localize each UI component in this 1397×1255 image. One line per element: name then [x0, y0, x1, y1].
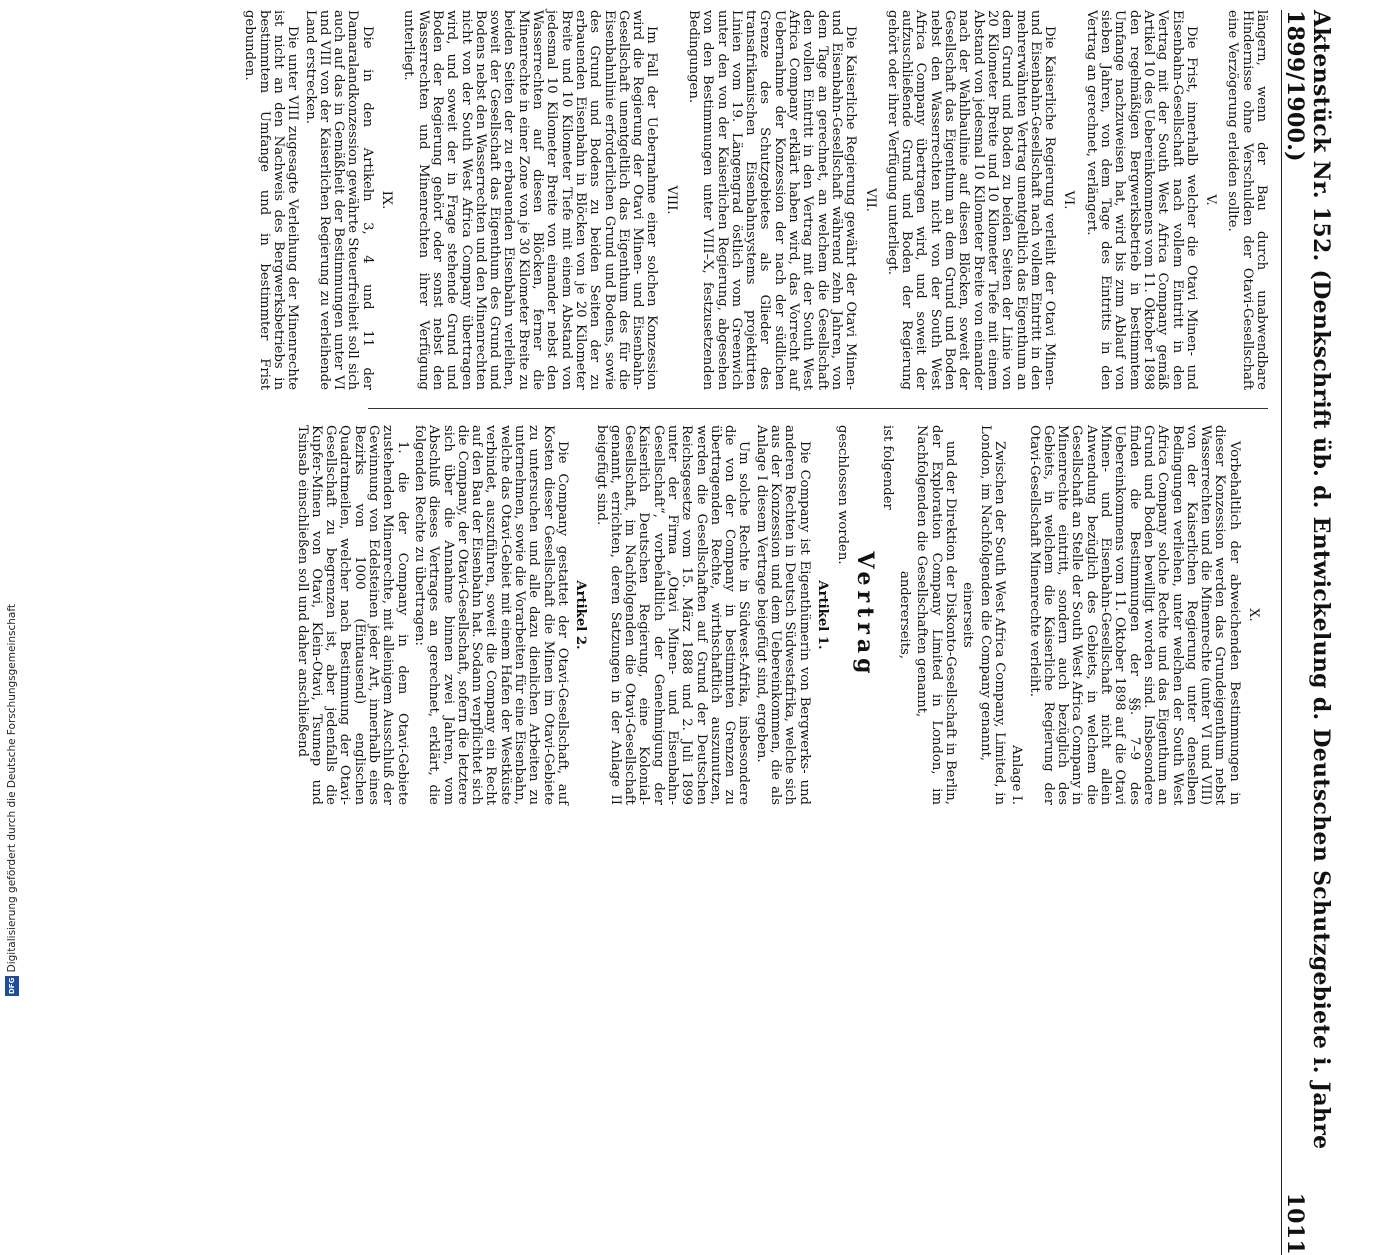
section-number: IX.: [379, 190, 395, 210]
paragraph: Die Kaiserliche Regierung verleiht der Otavi Minen- und Eisenbahn-Gesellschaft nach vollem Eintritt in den mehrerwähnten Vertrag unentgeltlich das Eigenthum an dem Grund und Boden zu beiden Seiten der Linie von 20 Kilometer Breite und 10 Kilometer Tiefe mit einem Abstand von jedesmal 10 Kilometer Breite von einander nach der Wahlbaulinie auf diesen Blöcken, soweit der Gesellschaft das Eigenthum an dem Grund und Boden nebst den Wasserrechten nicht von der South West Africa Company übertragen wird, und soweit der aufzuschließende Grund und Boden der Regierung gehört oder ihrer Verfügung unterliegt.: [884, 10, 1058, 390]
annex-label: Anlage I.: [1009, 745, 1025, 805]
paragraph: Die unter VIII zugesagte Verleihung der Minenrechte ist nicht an den Nachweis des Bergwerksbetriebs in bestimmtem Umfange und in bestimmter Frist gebunden.: [242, 10, 301, 390]
page-number: 1011: [1282, 1192, 1308, 1255]
paragraph: ist folgender: [879, 425, 895, 510]
paragraph: längern, wenn der Bau durch unabwendbare Hindernisse ohne Verschulden der Otavi-Gesellschaft eine Verzögerung erleiden sollte.: [1225, 10, 1269, 390]
centered-line: einerseits: [960, 582, 976, 648]
paragraph: Zwischen der South West Africa Company, Limited, in London, im Nachfolgenden die Company genannt,: [977, 425, 1007, 805]
paragraph: Die Kaiserliche Regierung gewährt der Otavi Minen- und Eisenbahn-Gesellschaft während zehn Jahren, von dem Tage an gerechnet, an welchem die Gesellschaft den vollen Eintritt in den Vertrag mit der South West Africa Company erklärt haben wird, das Vorrecht auf Uebernahme der Konzession der nach der südlichen Grenze des Schutzgebietes als Glieder des transafrikanischen Eisenbahnsystems projektirten Linien vom 19. Längengrad östlich vom Greenwich unter den von der Kaiserlichen Regierung, abgesehen von den Bestimmungen unter VIII–X, festzusetzenden Bedingungen.: [686, 10, 859, 390]
paragraph: Vorbehaltlich der abweichenden Bestimmungen in dieser Konzession werden das Grundeigenthum nebst Wasserrechten und die Minenrechte (unter VI und VIII) von der Kaiserlichen Regierung unter denselben Bedingungen verliehen, unter welchen der South West Africa Company solche Rechte und das Eigenthum an Grund und Boden bewilligt worden sind. Insbesondere finden die Bestimmungen der §§. 7–9 des Uebereinkommens vom 11. Oktober 1898 auf die Otavi Minen- und Eisenbahn-Gesellschaft nicht allein Anwendung bezüglich des Gebiets, in welchem die Gesellschaft an Stelle der South West Africa Company in Minenrechte eintritt, sondern auch bezüglich des Gebiets, in welchem die Kaiserliche Regierung der Otavi-Gesellschaft Minenrechte verleiht.: [1026, 425, 1242, 805]
contract-title: Vertrag: [851, 551, 878, 679]
paragraph: und der Direktion der Diskonto-Gesellschaft in Berlin, der Exploration Company Limited in London, im Nachfolgenden die Gesellschaften genannt,: [914, 425, 959, 805]
article-heading: Artikel 2.: [573, 580, 589, 650]
paragraph: Die Company ist Eigenthümerin von Bergwerks- und anderen Rechten in Deutsch Südwestafrika, welche sich aus der Konzession und dem Uebereinkommen, die als Anlage I diesem Vertrage beigefügt sind, ergeben.: [753, 425, 812, 805]
column-divider: [368, 408, 1268, 409]
paragraph: geschlossen worden.: [835, 425, 851, 565]
paragraph: Die Company gestattet der Otavi-Gesellschaft, auf Kosten dieser Gesellschaft die Minen im Otavi-Gebiete zu untersuchen und alle dazu dienlichen Arbeiten zu unternehmen, sowie die Vorarbeiten für eine Eisenbahn, welche das Otavi-Gebiet mit einem Hafen der Westküste verbindet, auszuführen, soweit die Company ein Recht auf den Bau der Eisenbahn hat. Sodann verpflichtet sich die Company, der Otavi-Gesellschaft, sofern die letztere sich über die Annahme binnen zwei Jahren, vom Abschluß dieses Vertrages an gerechnet, erklärt, die folgenden Rechte zu übertragen:: [411, 425, 570, 805]
text-column-right: [291, 425, 1268, 805]
article-heading: Artikel 1.: [814, 580, 830, 650]
paragraph: Um solche Rechte in Südwest-Afrika, insbesondere die von der Company in bestimmten Grenzen zu übertragenden Rechte, wirthschaftlich auszunutzen, werden die Gesellschaften auf Grund der Deutschen Reichsgesetze vom 15. März 1888 und 2. Juli 1899 unter der Firma „Otavi Minen- und Eisenbahn-Gesellschaft“, vorbehaltlich der Genehmigung der Kaiserlich Deutschen Regierung, eine Kolonial-Gesellschaft, im Nachfolgenden die Otavi-Gesellschaft genannt, errichten, deren Satzungen in der Anlage II beigefügt sind.: [593, 425, 752, 805]
section-number: VII.: [862, 188, 878, 212]
centered-line: andererseits,: [897, 570, 913, 660]
paragraph: Im Fall der Uebernahme einer solchen Konzession wird die Regierung der Otavi Minen- und Eisenbahn-Gesellschaft unentgeltlich das Eigenthum des für die Eisenbahnlinie erforderlichen Grund und Bodens, sowie des Grund und Bodens zu beiden Seiten der zu erbauenden Eisenbahn in Blöcken von je 20 Kilometer Breite und 10 Kilometer Tiefe mit einem Abstand von jedesmal 10 Kilometer Breite von einander nebst den Wasserrechten auf diesen Blöcken, ferner die Minenrechte in einer Zone von je 30 Kilometer Breite zu beiden Seiten der zu erbauenden Eisenbahn verleihen, soweit der Gesellschaft das Eigenthum des Grund und Bodens nebst den Wasserrechten und den Minenrechten nicht von der South West Africa Company übertragen wird, und soweit der in Frage stehende Grund und Boden der Regierung gehört oder sonst nebst den Wasserrechten und Minenrechten ihrer Verfügung unterliegt.: [401, 10, 660, 390]
dfg-logo-icon: DFG: [5, 976, 19, 996]
text-column-left: [239, 10, 1268, 390]
section-number: X.: [1246, 608, 1261, 622]
header-title: Aktenstück Nr. 152. (Denkschrift üb. d. Entwickelung d. Deutschen Schutzgebiete i. Jahre 1899/1900.): [1282, 10, 1334, 1150]
section-number: VI.: [1061, 190, 1077, 210]
section-number: V.: [1203, 194, 1219, 206]
paragraph: Die in den Artikeln 3, 4 und 11 der Damaralandkonzession gewährte Steuerfreiheit soll sich auch auf das in Gemäßheit der Bestimmungen unter VI und VIII von der Kaiserlichen Regierung zu verleihende Land erstrecken.: [302, 10, 375, 390]
page-header: [1281, 10, 1334, 1255]
paragraph: Die Frist, innerhalb welcher die Otavi Minen- und Eisenbahn-Gesellschaft nach vollem Eintritt in den Vertrag mit der South West Africa Company gemäß Artikel 10 des Uebereinkommens vom 11. Oktober 1898 den regelmäßigen Bergwerksbetrieb in bestimmtem Umfange nachzuweisen hat, wird bis zum Ablauf von sieben Jahren, von dem Tage des Eintritts in den Vertrag an gerechnet, verlängert.: [1083, 10, 1199, 390]
rotated-page: [30, 0, 1334, 1255]
digitization-credit: [2, 600, 22, 1000]
digitization-text: Digitalisierung gefördert durch die Deutsche Forschungsgemeinschaft: [6, 603, 18, 972]
paragraph: 1. die der Company in dem Otavi-Gebiete zustehenden Minenrechte, mit alleinigem Ausschluß der Gewinnung von Edelsteinen jeder Art, innerhalb eines Bezirks von 1000 (Eintausend) englischen Quadratmeilen, welcher nach Bestimmung der Otavi-Gesellschaft zu begrenzen ist, aber jedenfalls die Kupfer-Minen von Otavi, Klein-Otavi, Tsumep und Tsinsab einschließen soll und daher anschließend: [294, 425, 410, 805]
section-number: VIII.: [663, 185, 679, 215]
